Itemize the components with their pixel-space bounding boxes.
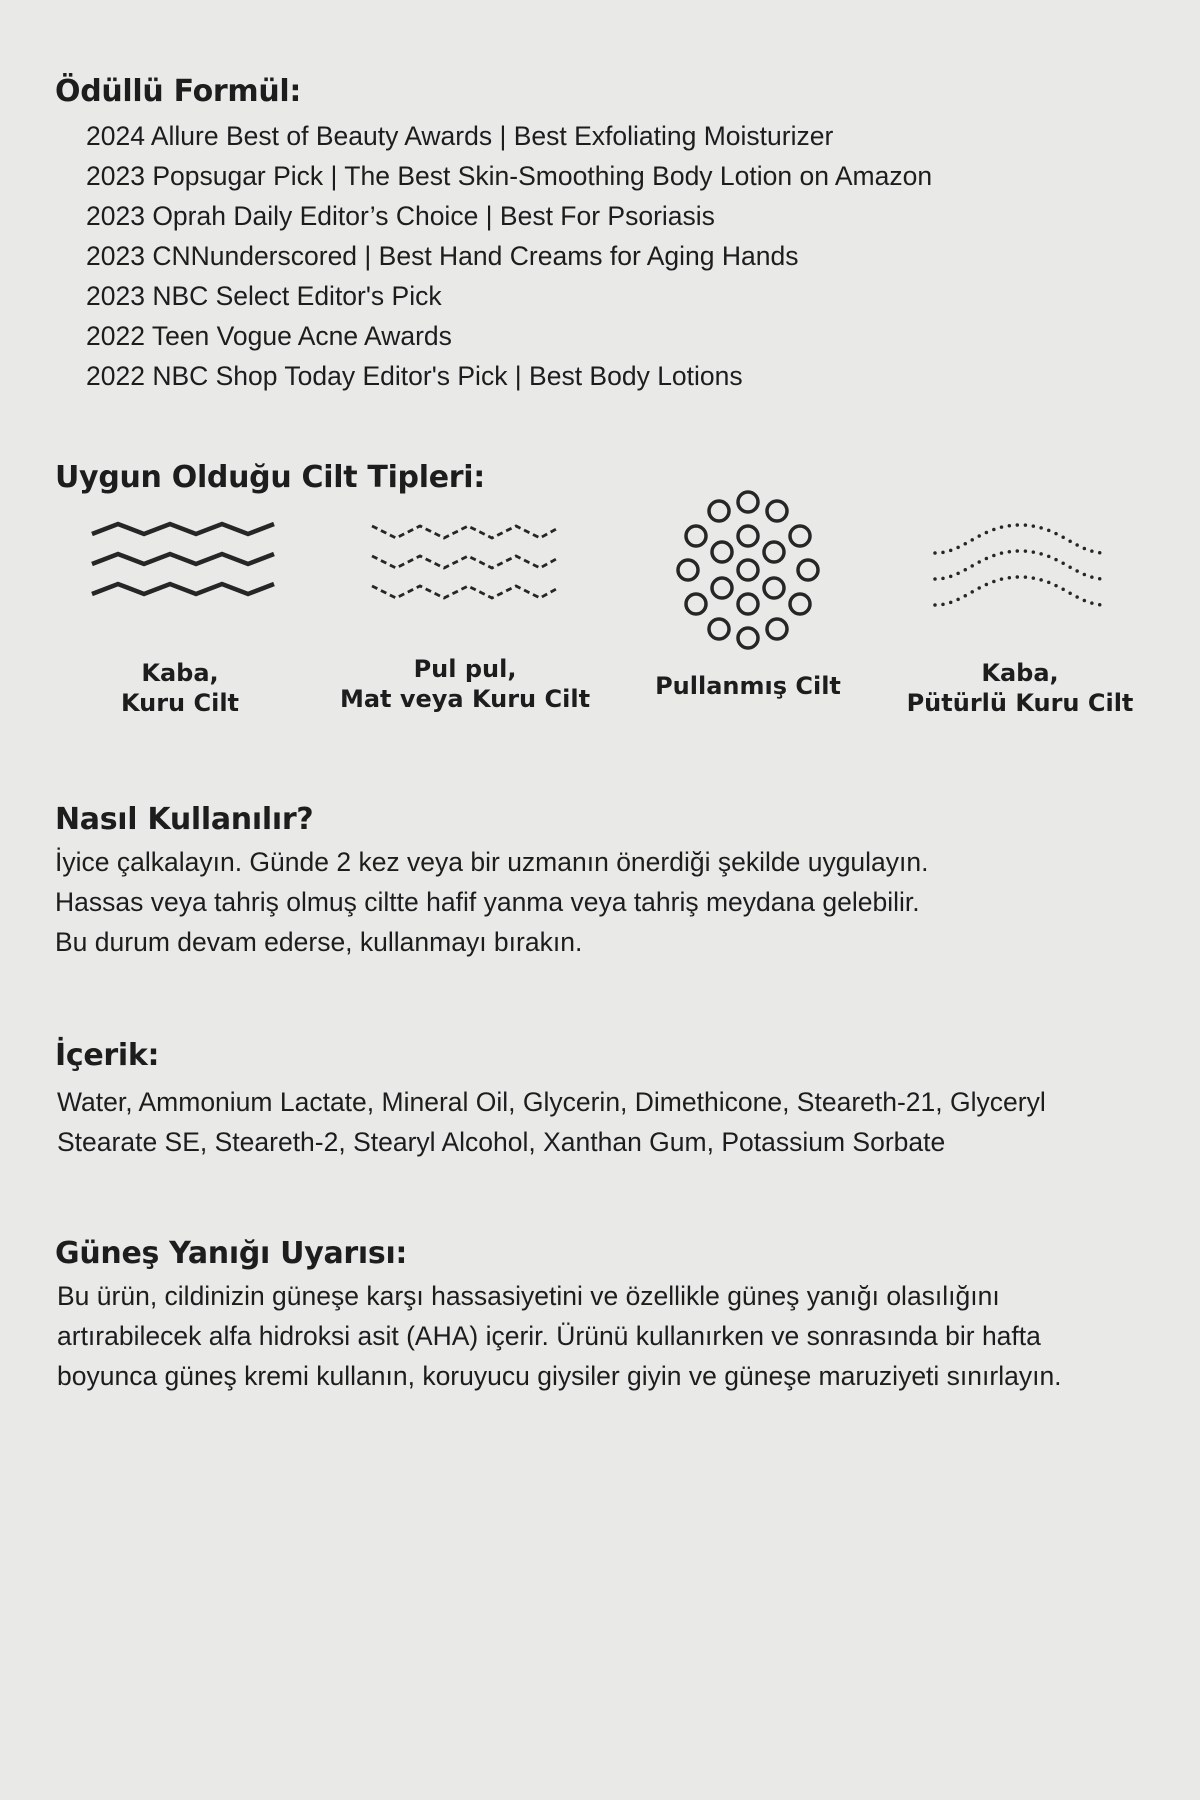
- usage-line: Bu durum devam ederse, kullanmayı bırakın.: [55, 927, 583, 957]
- skin-type-label: Kaba, Pütürlü Kuru Cilt: [906, 659, 1134, 717]
- usage-line: İyice çalkalayın. Günde 2 kez veya bir uzmanın önerdiği şekilde uygulayın.: [55, 847, 929, 877]
- usage-line: Hassas veya tahriş olmuş ciltte hafif yanma veya tahriş meydana gelebilir.: [55, 887, 920, 917]
- sun-warning-text: [57, 1276, 1062, 1396]
- awards-list: [86, 116, 932, 396]
- sun-warning-title: Güneş Yanığı Uyarısı:: [55, 1236, 408, 1271]
- skin-type-rough-dry: [40, 486, 320, 736]
- award-item: 2022 NBC Shop Today Editor's Pick | Best Body Lotions: [86, 361, 743, 391]
- sun-warning-line: artırabilecek alfa hidroksi asit (AHA) içerir. Ürünü kullanırken ve sonrasında bir hafta: [57, 1321, 1041, 1351]
- sun-warning-line: boyunca güneş kremi kullanın, koruyucu giysiler giyin ve güneşe maruziyeti sınırlayın.: [57, 1361, 1062, 1391]
- award-item: 2023 Popsugar Pick | The Best Skin-Smoothing Body Lotion on Amazon: [86, 161, 933, 191]
- ingredients-text: [57, 1082, 1046, 1162]
- sun-warning-line: Bu ürün, cildinizin güneşe karşı hassasiyetini ve özellikle güneş yanığı olasılığını: [57, 1281, 1000, 1311]
- skin-type-flaky-dull: [325, 486, 605, 736]
- skin-types-title: Uygun Olduğu Cilt Tipleri:: [55, 460, 485, 495]
- award-item: 2024 Allure Best of Beauty Awards | Best Exfoliating Moisturizer: [86, 121, 834, 151]
- award-item: 2023 Oprah Daily Editor’s Choice | Best For Psoriasis: [86, 201, 715, 231]
- usage-title: Nasıl Kullanılır?: [55, 802, 314, 837]
- skin-type-label: Pullanmış Cilt: [655, 672, 841, 700]
- skin-type-label: Pul pul, Mat veya Kuru Cilt: [339, 655, 591, 713]
- award-item: 2023 CNNunderscored | Best Hand Creams for Aging Hands: [86, 241, 799, 271]
- award-item: 2022 Teen Vogue Acne Awards: [86, 321, 452, 351]
- award-item: 2023 NBC Select Editor's Pick: [86, 281, 442, 311]
- ingredients-line: Water, Ammonium Lactate, Mineral Oil, Glycerin, Dimethicone, Steareth-21, Glyceryl: [57, 1087, 1046, 1117]
- ingredients-title: İçerik:: [55, 1038, 160, 1073]
- dotted-wave-lines-icon: [925, 521, 1115, 631]
- circles-cluster-icon: [658, 486, 838, 656]
- skin-type-label: Kaba, Kuru Cilt: [120, 659, 240, 717]
- usage-text: [55, 842, 929, 962]
- dashed-zigzag-lines-icon: [360, 516, 570, 626]
- skin-type-rough-bumpy: [880, 486, 1160, 736]
- skin-types-grid: [40, 486, 1160, 736]
- awards-title: Ödüllü Formül:: [55, 74, 302, 109]
- skin-type-scaly: [608, 486, 888, 736]
- ingredients-line: Stearate SE, Steareth-2, Stearyl Alcohol, Xanthan Gum, Potassium Sorbate: [57, 1127, 946, 1157]
- zigzag-lines-icon: [80, 516, 280, 626]
